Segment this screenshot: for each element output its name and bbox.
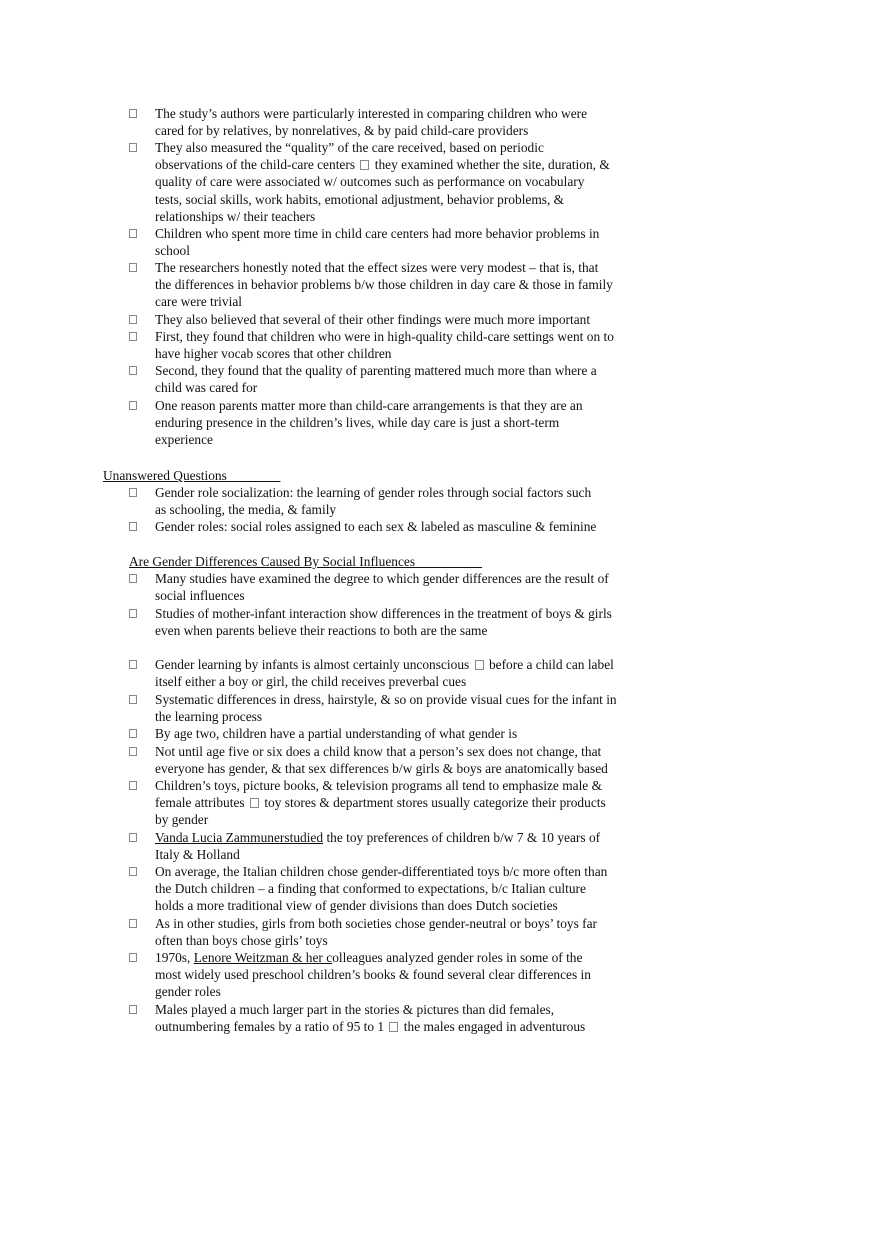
list-item: Gender roles: social roles assigned to each sex & labeled as masculine & feminine	[129, 518, 669, 535]
arrow-box-icon	[360, 160, 369, 170]
bullet-box-icon	[129, 660, 137, 669]
bullet-box-icon	[129, 332, 137, 341]
list-item: Gender learning by infants is almost certainly unconscious before a child can label itself either a boy or girl, the child receives preverbal cues	[129, 656, 669, 690]
list-item: 1970s, Lenore Weitzman & her colleagues analyzed gender roles in some of the most widely used preschool children’s books & found several clear differences in gender roles	[129, 949, 669, 1001]
list-item: One reason parents matter more than child-care arrangements is that they are an enduring presence in the children’s lives, while day care is just a short-term experience	[129, 397, 669, 449]
bullet-box-icon	[129, 574, 137, 583]
list-item: Males played a much larger part in the stories & pictures than did females, outnumbering females by a ratio of 95 to 1 the males engaged in adventurous	[129, 1001, 669, 1035]
bullet-box-icon	[129, 867, 137, 876]
list-item: The researchers honestly noted that the effect sizes were very modest – that is, that the differences in behavior problems b/w those children in day care & those in family care were trivial	[129, 259, 669, 311]
list-item: They also believed that several of their other findings were much more important	[129, 311, 669, 328]
bullet-box-icon	[129, 781, 137, 790]
bullet-box-icon	[129, 263, 137, 272]
bullet-box-icon	[129, 229, 137, 238]
list-item: First, they found that children who were in high-quality child-care settings went on to have higher vocab scores that other children	[129, 328, 669, 362]
bullet-box-icon	[129, 695, 137, 704]
bullet-box-icon	[129, 747, 137, 756]
list-item: They also measured the “quality” of the care received, based on periodic observations of the child-care centers they examined whether the site, duration, & quality of care were associated w/ outcomes such as performance on vocabulary tests, social skills, work habits, emotional adjustment, behavior problems, & relationships w/ their teachers	[129, 139, 669, 225]
bullet-box-icon	[129, 919, 137, 928]
researcher-name: Vanda Lucia Zammunerstudied	[155, 830, 324, 845]
list-item: Children’s toys, picture books, & television programs all tend to emphasize male & female attributes toy stores & department stores usually categorize their products by gender	[129, 777, 669, 829]
list-item: Children who spent more time in child care centers had more behavior problems in school	[129, 225, 669, 259]
list-item: As in other studies, girls from both societies chose gender-neutral or boys’ toys far often than boys chose girls’ toys	[129, 915, 669, 949]
section-heading-gender: Are Gender Differences Caused By Social Influences	[129, 554, 416, 569]
section-heading-unanswered: Unanswered Questions	[103, 468, 227, 483]
list-item: Gender role socialization: the learning of gender roles through social factors such as schooling, the media, & family	[129, 484, 669, 518]
bullet-box-icon	[129, 953, 137, 962]
bullet-box-icon	[129, 609, 137, 618]
bullet-box-icon	[129, 109, 137, 118]
bullet-box-icon	[129, 522, 137, 531]
bullet-box-icon	[129, 488, 137, 497]
bullet-box-icon	[129, 1005, 137, 1014]
list-item: Vanda Lucia Zammunerstudied the toy preferences of children b/w 7 & 10 years of Italy & Holland	[129, 829, 669, 863]
list-item: By age two, children have a partial understanding of what gender is	[129, 725, 669, 742]
list-item: On average, the Italian children chose gender-differentiated toys b/c more often than the Dutch children – a finding that conformed to expectations, b/c Italian culture holds a more traditional view of gender divisions than does Dutch societies	[129, 863, 669, 915]
arrow-box-icon	[475, 660, 484, 670]
list-item: The study’s authors were particularly interested in comparing children who were cared for by relatives, by nonrelatives, & by paid child-care providers	[129, 105, 669, 139]
bullet-box-icon	[129, 315, 137, 324]
bullet-box-icon	[129, 401, 137, 410]
bullet-box-icon	[129, 366, 137, 375]
bullet-box-icon	[129, 143, 137, 152]
list-item: Second, they found that the quality of parenting mattered much more than where a child was cared for	[129, 362, 669, 396]
list-item: Studies of mother-infant interaction show differences in the treatment of boys & girls even when parents believe their reactions to both are the same	[129, 605, 669, 639]
bullet-box-icon	[129, 833, 137, 842]
list-item: Not until age five or six does a child know that a person’s sex does not change, that everyone has gender, & that sex differences b/w girls & boys are anatomically based	[129, 743, 669, 777]
list-item: Systematic differences in dress, hairstyle, & so on provide visual cues for the infant in the learning process	[129, 691, 669, 725]
bullet-box-icon	[129, 729, 137, 738]
arrow-box-icon	[389, 1022, 398, 1032]
list-item: Many studies have examined the degree to which gender differences are the result of social influences	[129, 570, 669, 604]
arrow-box-icon	[250, 798, 259, 808]
researcher-name: Lenore Weitzman & her c	[193, 950, 333, 965]
